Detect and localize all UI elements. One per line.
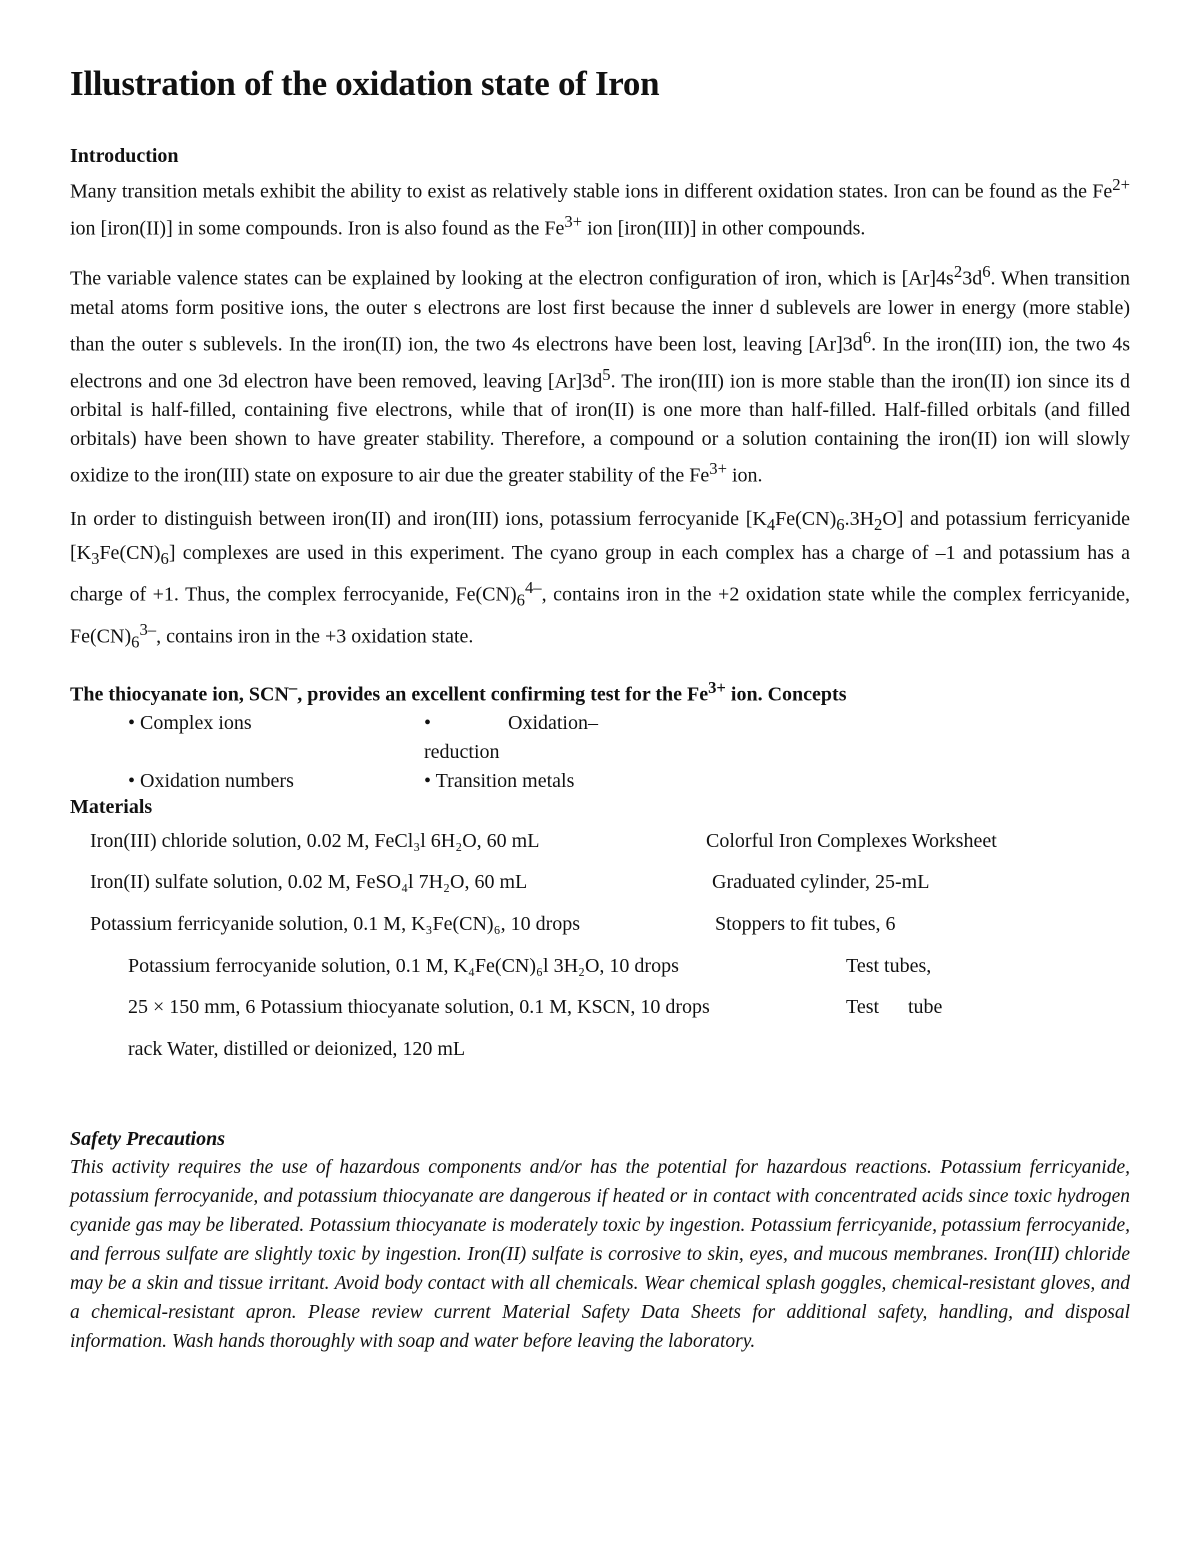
concept-oxidation-numbers: • Oxidation numbers — [128, 769, 294, 792]
thiocyanate-heading: The thiocyanate ion, SCN–, provides an excellent confirming test for the $Fe^{3+}$ ion. Concepts — [70, 678, 847, 706]
concept-oxidation-bullet: • — [424, 711, 432, 734]
intro-paragraph-3: In order to distinguish between iron(II) and iron(III) ions, potassium ferrocyanide $[K_4Fe(CN)_6.3H_2O]$ and potassium ferricyanide $[K_3Fe(CN)_6]$ complexes are used in this experiment. The cyano group in each complex has a charge of –1 and potassium has a charge of +1. Thus, the complex ferrocyanide, $Fe(CN)_6^{4-}$, contains iron in the +2 oxidation state while the complex ferricyanide, $Fe(CN)_6^{3-}$, contains iron in the +3 oxidation state. — [70, 507, 1130, 652]
material-iron-iii-chloride: Iron(III) chloride solution, 0.02 M, FeCl₃l 6H₂O, 60 mL — [90, 829, 540, 852]
material-rack-water: rack Water, distilled or deionized, 120 mL — [128, 1037, 466, 1060]
material-iron-ii-sulfate: Iron(II) sulfate solution, 0.02 M, FeSO₄l 7H₂O, 60 mL — [90, 870, 528, 893]
concept-complex-ions: • Complex ions — [128, 711, 252, 734]
concept-oxidation: Oxidation– — [508, 711, 598, 734]
materials-list — [70, 821, 1130, 1091]
material-tube-label: tube — [908, 995, 943, 1018]
materials-heading: Materials — [70, 795, 153, 818]
material-worksheet: Colorful Iron Complexes Worksheet — [706, 829, 997, 852]
concept-transition-metals: • Transition metals — [424, 769, 575, 792]
material-potassium-ferrocyanide: Potassium ferrocyanide solution, 0.1 M, K₄Fe(CN)₆l 3H₂O, 10 drops — [128, 954, 679, 977]
introduction-heading: Introduction — [70, 145, 179, 167]
concepts-list — [70, 709, 1130, 793]
material-potassium-ferricyanide: Potassium ferricyanide solution, 0.1 M, K₃Fe(CN)₆, 10 drops — [90, 912, 581, 935]
material-test-tubes: Test tubes, — [846, 954, 932, 977]
document-content — [70, 62, 1130, 1356]
intro-paragraph-1: Many transition metals exhibit the ability to exist as relatively stable ions in different oxidation states. Iron can be found as the $Fe^{2+}$ ion [iron(II)] in some compounds. Iron is also found as the $Fe^{3+}$ ion [iron(III)] in other compounds. — [70, 175, 1130, 240]
material-stoppers: Stoppers to fit tubes, 6 — [715, 912, 896, 935]
safety-text: This activity requires the use of hazardous components and/or has the potential for hazardous reactions. Potassium ferricyanide, potassium ferrocyanide, and potassium thiocyanate are dangerous if heated or in contact with concentrated acids since toxic hydrogen cyanide gas may be liberated. Potassium thiocyanate is moderately toxic by ingestion. Potassium ferricyanide, potassium ferrocyanide, and ferrous sulfate are slightly toxic by ingestion. Iron(II) sulfate is corrosive to skin, eyes, and mucous membranes. Iron(III) chloride may be a skin and tissue irritant. Avoid body contact with all chemicals. Wear chemical splash goggles, chemical-resistant gloves, and a chemical-resistant apron. Please review current Material Safety Data Sheets for additional safety, handling, and disposal information. Wash hands thoroughly with soap and water before leaving the laboratory. — [70, 1156, 1130, 1352]
material-potassium-thiocyanate: 25 × 150 mm, 6 Potassium thiocyanate solution, 0.1 M, KSCN, 10 drops — [128, 995, 710, 1018]
material-graduated-cylinder: Graduated cylinder, 25-mL — [712, 870, 930, 893]
material-test-label: Test — [846, 995, 880, 1018]
intro-paragraph-2: The variable valence states can be explained by looking at the electron configuration of iron, which is $[Ar]4s^23d^6$. When transition metal atoms form positive ions, the outer s electrons are lost first because the inner d sublevels are lower in energy (more stable) than the outer s sublevels. In the iron(II) ion, the two 4s electrons have been lost, leaving $[Ar]3d^6$. In the iron(III) ion, the two 4s electrons and one 3d electron have been removed, leaving $[Ar]3d^5$. The iron(III) ion is more stable than the iron(II) ion since its d orbital is half-filled, containing five electrons, while that of iron(II) is one more than half-filled. Half-filled orbitals (and filled orbitals) have been shown to have greater stability. Therefore, a compound or a solution containing the iron(II) ion will slowly oxidize to the iron(III) state on exposure to air due the greater stability of the $Fe^{3+}$ ion. — [70, 262, 1130, 487]
safety-heading: Safety Precautions — [70, 1127, 225, 1150]
concept-reduction: reduction — [424, 740, 500, 763]
page-title: Illustration of the oxidation state of Iron — [70, 64, 660, 103]
